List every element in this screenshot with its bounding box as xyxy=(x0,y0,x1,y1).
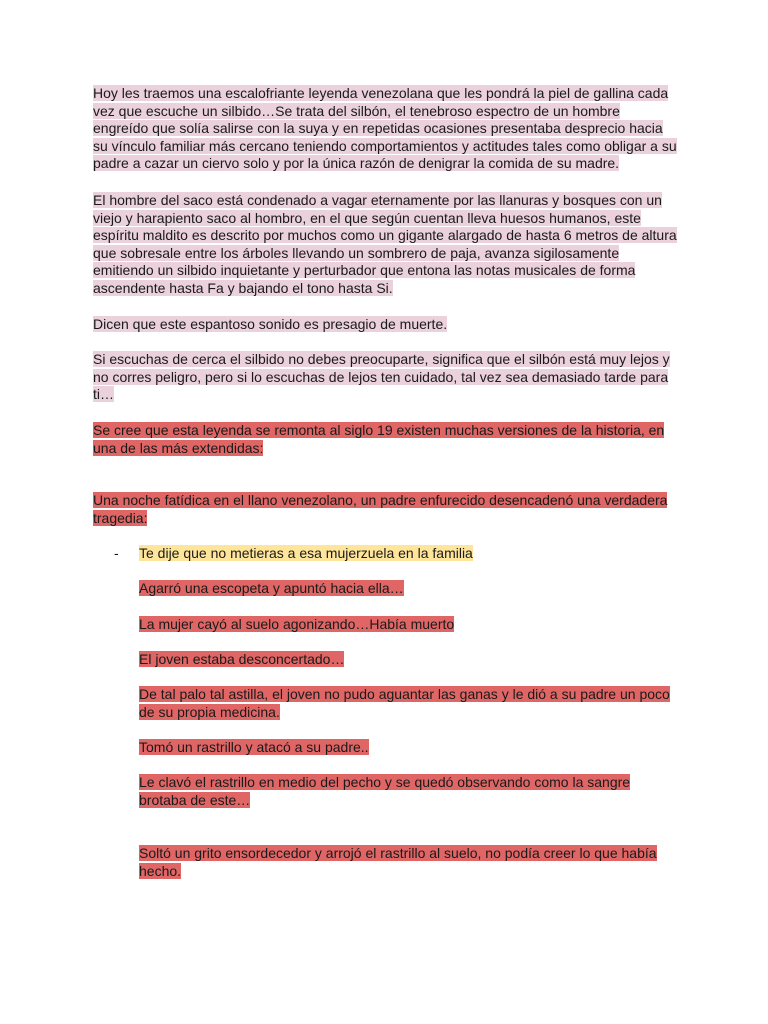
paragraph-warning xyxy=(93,351,677,404)
highlighted-text: La mujer cayó al suelo agonizando…Había muerto xyxy=(139,616,455,632)
paragraph-night xyxy=(93,492,677,527)
highlighted-text: Se cree que esta leyenda se remonta al siglo 19 existen muchas versiones de la historia, en una de las más extendidas: xyxy=(93,422,665,456)
highlighted-text: De tal palo tal astilla, el joven no pudo aguantar las ganas y le dió a su padre un poco de su propia medicina. xyxy=(139,686,670,720)
highlighted-text: Tomó un rastrillo y atacó a su padre.. xyxy=(139,739,369,755)
highlighted-text: Te dije que no metieras a esa mujerzuela en la familia xyxy=(139,545,473,561)
list-item xyxy=(139,545,679,563)
highlighted-text: Agarró una escopeta y apuntó hacia ella… xyxy=(139,580,404,596)
highlighted-text: El joven estaba desconcertado… xyxy=(139,651,345,667)
paragraph-description xyxy=(93,192,677,298)
list-bullet: - xyxy=(114,545,119,561)
list-item xyxy=(139,686,679,721)
list-item xyxy=(139,616,679,634)
list-item xyxy=(139,739,679,757)
paragraph-origin xyxy=(93,422,677,457)
highlighted-text: Dicen que este espantoso sonido es presagio de muerte. xyxy=(93,316,448,332)
list-item xyxy=(139,845,679,880)
paragraph-omen xyxy=(93,316,677,334)
highlighted-text: Soltó un grito ensordecedor y arrojó el rastrillo al suelo, no podía creer lo que había hecho. xyxy=(139,845,657,879)
highlighted-text: El hombre del saco está condenado a vagar eternamente por las llanuras y bosques con un viejo y harapiento saco al hombro, en el que según cuentan lleva huesos humanos, este espíritu maldito es descrito por muchos como un gigante alargado de hasta 6 metros de altura que sobresale entre los árboles llevando un sombrero de paja, avanza sigilosamente emitiendo un silbido inquietante y perturbador que entona las notas musicales de forma ascendente hasta Fa y bajando el tono hasta Si. xyxy=(93,192,677,296)
highlighted-text: Le clavó el rastrillo en medio del pecho y se quedó observando como la sangre brotaba de este… xyxy=(139,774,631,808)
list-item xyxy=(139,651,679,669)
list-item xyxy=(139,580,679,598)
paragraph-intro xyxy=(93,85,677,173)
highlighted-text: Hoy les traemos una escalofriante leyenda venezolana que les pondrá la piel de gallina cada vez que escuche un silbido…Se trata del silbón, el tenebroso espectro de un hombre engreído que solía salirse con la suya y en repetidas ocasiones presentaba desprecio hacia su vínculo familiar más cercano teniendo comportamientos y actitudes tales como obligar a su padre a cazar un ciervo solo y por la única razón de denigrar la comida de su madre. xyxy=(93,85,677,172)
list-item xyxy=(139,774,679,809)
highlighted-text: Si escuchas de cerca el silbido no debes preocuparte, significa que el silbón está muy lejos y no corres peligro, pero si lo escuchas de lejos ten cuidado, tal vez sea demasiado tarde para ti… xyxy=(93,351,670,403)
highlighted-text: Una noche fatídica en el llano venezolano, un padre enfurecido desencadenó una verdadera tragedia: xyxy=(93,492,668,526)
